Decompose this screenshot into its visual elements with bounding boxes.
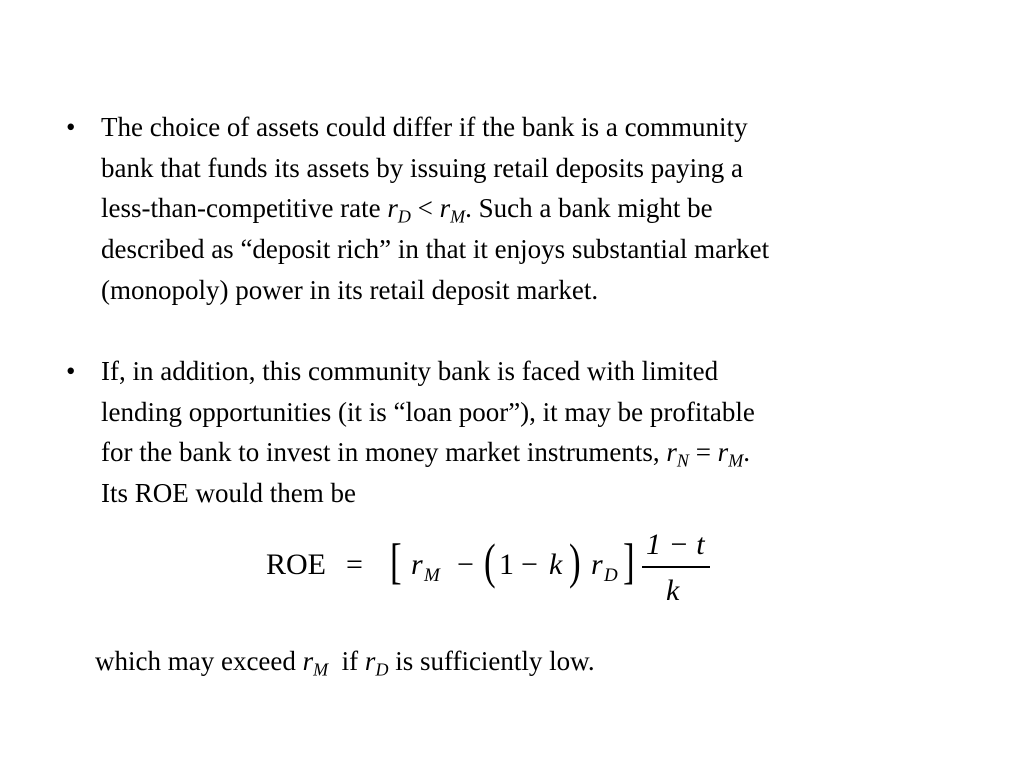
equation-right-paren: ) bbox=[569, 533, 581, 589]
text-fragment: is sufficiently low. bbox=[388, 646, 595, 676]
text-line bbox=[101, 188, 966, 229]
math-operator: < bbox=[410, 193, 440, 224]
math-variable: r bbox=[717, 437, 729, 468]
equation-r-d: r bbox=[591, 548, 603, 581]
equation-r-m: r bbox=[411, 548, 423, 581]
text-line bbox=[101, 432, 966, 473]
equation-minus: − bbox=[457, 548, 474, 581]
equation-left-paren: ( bbox=[484, 533, 496, 589]
equation-subscript-d: D bbox=[604, 565, 618, 586]
text-fragment: less-than-competitive rate bbox=[101, 193, 388, 224]
closing-text bbox=[95, 641, 595, 681]
math-variable: r bbox=[302, 646, 314, 676]
equation-left-bracket: [ bbox=[390, 533, 402, 589]
text-line: bank that funds its assets by issuing retail deposits paying a bbox=[101, 152, 743, 183]
text-line: lending opportunities (it is “loan poor”), it may be profitable bbox=[101, 396, 755, 427]
math-operator: = bbox=[688, 437, 718, 468]
text-fragment: if bbox=[328, 646, 365, 676]
math-subscript: N bbox=[676, 450, 689, 471]
text-line: Its ROE would them be bbox=[101, 478, 356, 509]
fraction-bar bbox=[642, 566, 710, 568]
text-line: If, in addition, this community bank is faced with limited bbox=[101, 356, 719, 386]
equation-one: 1 bbox=[499, 548, 514, 581]
text-line: (monopoly) power in its retail deposit market. bbox=[101, 274, 599, 305]
bullet-item-deposit-rich bbox=[66, 107, 966, 311]
fraction-denominator: k bbox=[666, 574, 680, 607]
bullet-item-loan-poor bbox=[66, 351, 966, 514]
text-fragment: . bbox=[743, 437, 750, 468]
equation-subscript-m: M bbox=[424, 565, 440, 586]
text-line: described as “deposit rich” in that it enjoys substantial market bbox=[101, 234, 770, 265]
math-subscript: M bbox=[728, 450, 744, 471]
text-fragment: for the bank to invest in money market instruments, bbox=[101, 437, 667, 468]
equation-right-bracket: ] bbox=[623, 533, 635, 589]
equation-lhs: ROE bbox=[266, 548, 326, 581]
bullet-marker: • bbox=[66, 356, 76, 386]
math-variable: r bbox=[666, 437, 677, 468]
math-subscript: D bbox=[375, 659, 389, 680]
fraction-numerator: 1 − t bbox=[646, 528, 705, 561]
text-fragment: . Such a bank might be bbox=[465, 193, 713, 224]
math-subscript: M bbox=[450, 206, 466, 227]
bullet-text bbox=[101, 351, 966, 514]
math-variable: r bbox=[387, 193, 398, 224]
bullet-marker: • bbox=[66, 112, 76, 142]
text-fragment: which may exceed bbox=[95, 646, 303, 676]
text-line: The choice of assets could differ if the bank is a community bbox=[101, 112, 748, 142]
math-variable: r bbox=[364, 646, 376, 676]
equation-k: k bbox=[549, 548, 563, 581]
math-subscript: D bbox=[397, 206, 411, 227]
math-subscript: M bbox=[313, 659, 329, 680]
equation-equals: = bbox=[346, 548, 363, 581]
equation-minus-2: − bbox=[521, 548, 538, 581]
math-variable: r bbox=[439, 193, 451, 224]
bullet-text bbox=[101, 107, 966, 311]
